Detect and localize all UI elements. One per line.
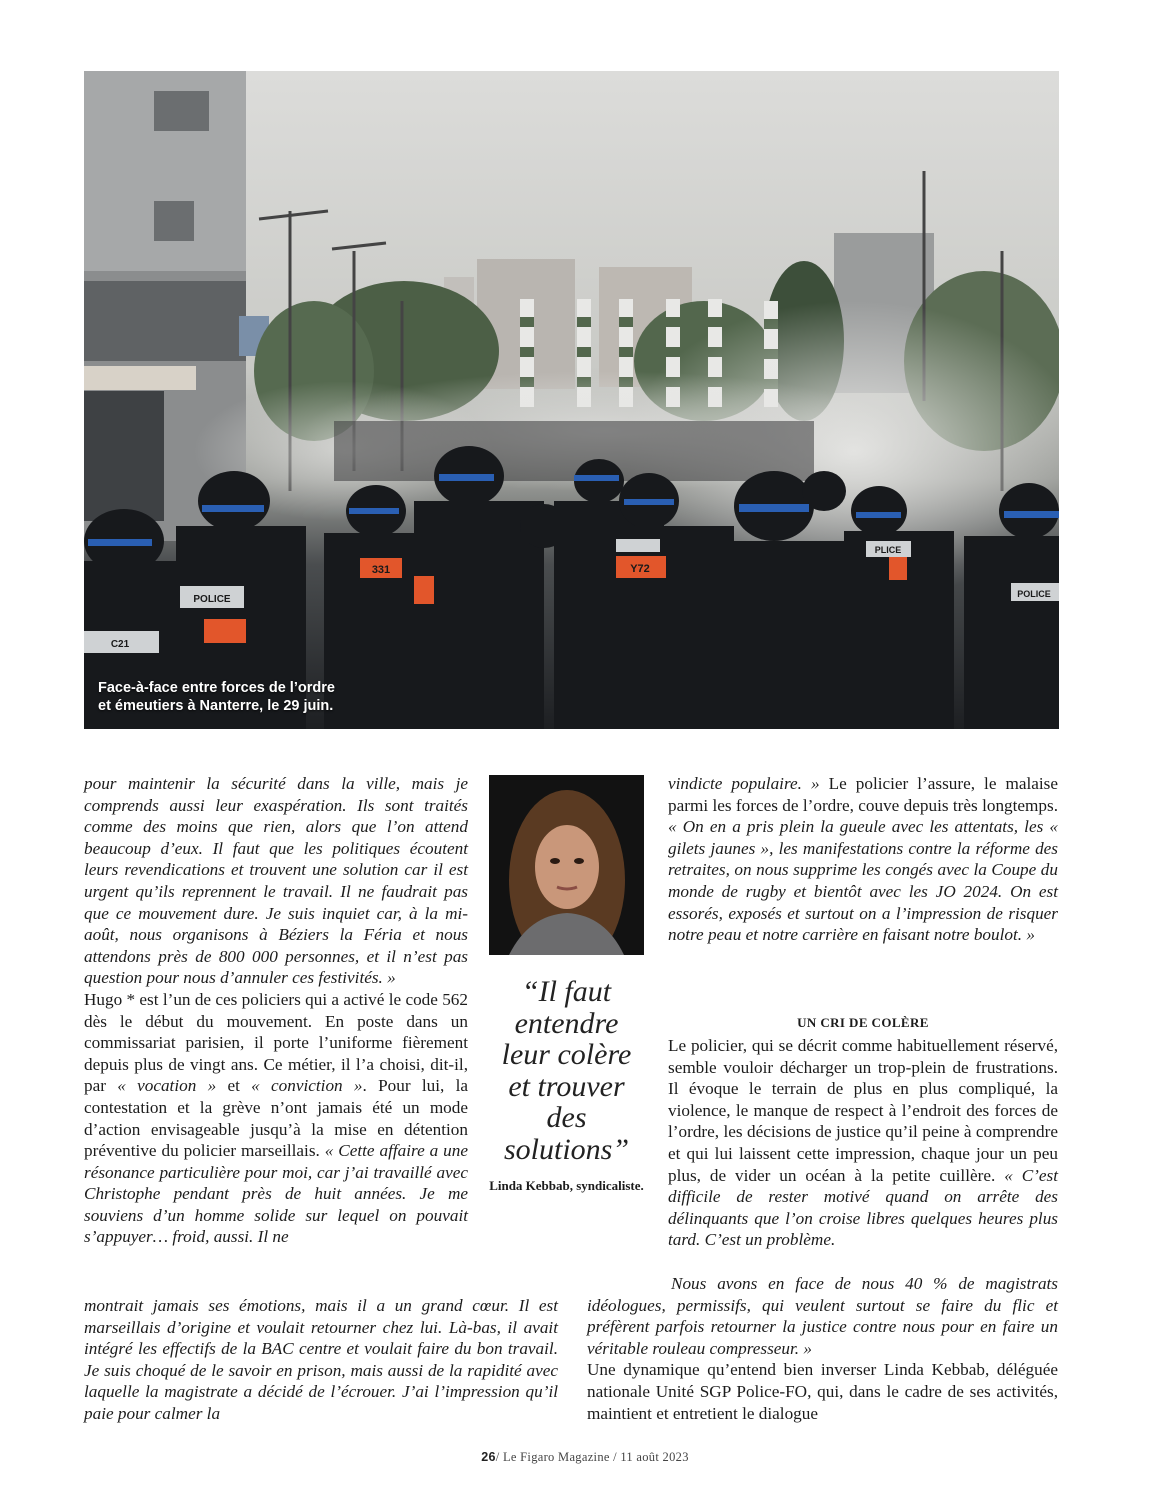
section-subhead: UN CRI DE COLÈRE <box>797 1015 929 1030</box>
article-paragraph-quote-continued: montrait jamais ses émotions, mais il a un grand cœur. Il est marseillais d’origine et voulait retourner chez lui. Là-bas, il avait intégré les effectifs de la BAC centre et voulait faire du bon travail. Je suis choqué de le savoir en prison, mais aussi de la rapidité avec laquelle la magistrate a décidé de l’écrouer. J’ai l’impression qu’il paie pour calmer la <box>84 1296 558 1423</box>
article-paragraph-kebbab: Une dynamique qu’entend bien inverser Linda Kebbab, déléguée nationale Unité SGP Police-FO, qui, dans le cadre de ses activités, maintient et entretient le dialogue <box>587 1360 1058 1423</box>
article-column-bottom-left <box>84 1295 558 1425</box>
portrait-photo <box>489 775 644 955</box>
uniform-badge-label: PLICE <box>874 545 902 555</box>
text-segment: . Pour lui, la contestation et la grève n’ont jamais été un mode d’action envisageable jusqu’à la mise en détention préventive du policier marseillais. <box>84 1076 469 1161</box>
text-segment: Le policier, qui se décrit comme habituellement réservé, semble vouloir décharger un trop-plein de frustrations. Il évoque le terrain de plus en plus compliqué, la violence, le manque de respect à l’endroit des forces de l’ordre, les décisions de justice qu’il peine à comprendre et qui lui laissent cette impression, chaque jour un peu plus, de vider un océan à la petite cuillère. <box>668 1036 1058 1185</box>
pull-quote: “Il faut entendre leur colère et trouver des solutions” <box>501 975 632 1166</box>
quote-vindicte: vindicte populaire. » <box>668 774 820 793</box>
article-paragraph-hugo <box>84 989 468 1248</box>
publication-info: / Le Figaro Magazine / 11 août 2023 <box>495 1450 689 1464</box>
portrait-illustration <box>489 775 644 955</box>
article-paragraph-magistrats: Nous avons en face de nous 40 % de magistrats idéologues, permissifs, qui veulent surtout se faire du flic et préfèrent parfois retourner la justice contre nous pour en faire un véritable rouleau compresseur. » <box>587 1274 1058 1358</box>
text-segment: et <box>216 1076 252 1096</box>
article-paragraph-malaise <box>668 773 1058 946</box>
article-column-bottom-right <box>587 1273 1058 1424</box>
article-paragraph-frustrations <box>668 1035 1058 1251</box>
quote-gueule: « On en a pris plein la gueule avec les attentats, les « gilets jaunes », les manifestations contre la réforme des retraites, on nous supprime les congés avec la Coupe du monde de rugby et bientôt avec les JO 2024. On est essorés, exposés et surtout on a l’impression de risquer notre peau et notre carrière en faisant notre boulot. » <box>668 817 1058 945</box>
text-segment: Le policier l’assure, le malaise parmi les forces de l’ordre, couve depuis très longtemps. <box>668 774 1058 815</box>
photo-caption: Face-à-face entre forces de l’ordre et émeutiers à Nanterre, le 29 juin. <box>98 680 335 714</box>
text-segment: Hugo * est l’un de ces policiers qui a activé le code 562 dès le début du mouvement. En poste dans un commissariat parisien, il porte l’uniforme fièrement depuis plus de vingt ans. Ce métier, il l’a choisi, dit-il, par <box>84 989 468 1096</box>
article-column-right <box>668 773 1058 946</box>
hero-photo <box>84 71 1059 729</box>
page-number: 26 <box>481 1450 496 1464</box>
quote-motive: « C’est difficile de rester motivé quand on arrête des délinquants que l’on croise libres quelques heures plus tard. C’est un problème. <box>668 1165 1058 1250</box>
uniform-badge-label: POLICE <box>193 594 231 605</box>
riot-scene-illustration <box>84 71 1059 729</box>
quote-conviction: « conviction » <box>251 1076 363 1096</box>
article-paragraph-quote: pour maintenir la sécurité dans la ville, mais je comprends aussi leur exaspération. Ils sont traités comme des moins que rien, alors que l’on attend beaucoup d’eux. Il faut que les politiques écoutent leurs revendications et trouvent une solution car il est urgent qu’ils reprennent le travail. Il ne faudrait pas que ce mouvement dure. Je suis inquiet car, à la mi-août, nous organisons à Béziers la Féria et nous attendons près de 800 000 personnes, et il n’est pas question pour nous d’annuler ces festivités. » <box>84 774 468 988</box>
uniform-badge-label: 331 <box>371 564 391 576</box>
page-footer <box>0 1450 1170 1465</box>
pull-quote-attribution: Linda Kebbab, syndicaliste. <box>489 1178 644 1193</box>
uniform-badge-label: Y72 <box>630 563 650 575</box>
article-column-left <box>84 773 468 1248</box>
uniform-badge-label: POLICE <box>1017 589 1051 599</box>
quote-vocation: « vocation » <box>117 1076 217 1096</box>
uniform-badge-label: C21 <box>110 639 130 650</box>
quote-christophe: « Cette affaire a une résonance particulière pour moi, car j’ai travaillé avec Christophe pendant près de huit années. Je me souviens d’un homme solide sur lequel on pouvait s’appuyer… froid, aussi. Il ne <box>84 1141 468 1247</box>
article-column-right-lower <box>668 1035 1058 1251</box>
